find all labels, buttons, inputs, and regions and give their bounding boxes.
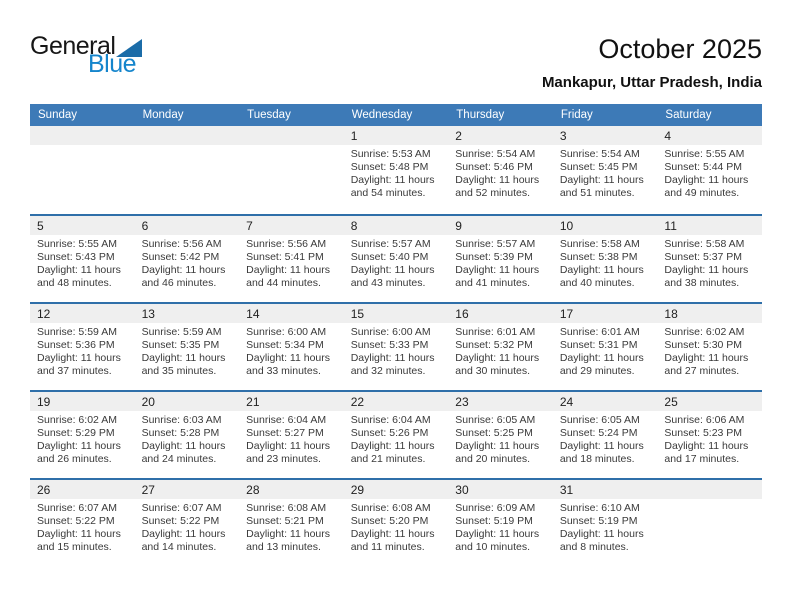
day-daylight-text: Daylight: 11 hours and 8 minutes. bbox=[559, 528, 644, 553]
day-sunset-text: Sunset: 5:31 PM bbox=[559, 339, 638, 351]
day-daylight-text: Daylight: 11 hours and 24 minutes. bbox=[141, 440, 226, 465]
day-number: 1 bbox=[350, 128, 358, 143]
day-number: 7 bbox=[246, 218, 253, 233]
day-sunset-text: Sunset: 5:38 PM bbox=[559, 251, 638, 263]
weekday-header-wednesday: Wednesday bbox=[351, 109, 413, 121]
day-cell bbox=[239, 326, 344, 378]
day-sunset-text: Sunset: 5:28 PM bbox=[141, 427, 220, 439]
day-sunrise-text: Sunrise: 5:55 AM bbox=[37, 238, 117, 250]
week-content bbox=[30, 323, 762, 378]
day-daylight-text: Daylight: 11 hours and 43 minutes. bbox=[350, 264, 435, 289]
empty-day-cell bbox=[30, 148, 135, 200]
day-number-band bbox=[30, 480, 762, 499]
day-number: 12 bbox=[37, 306, 51, 321]
page-header bbox=[30, 34, 762, 91]
day-sunset-text: Sunset: 5:19 PM bbox=[455, 515, 533, 527]
day-sunrise-text: Sunrise: 6:08 AM bbox=[350, 502, 431, 514]
day-number bbox=[135, 126, 240, 145]
day-cell bbox=[657, 238, 762, 290]
day-number: 3 bbox=[559, 128, 567, 143]
day-sunrise-text: Sunrise: 5:59 AM bbox=[141, 326, 222, 338]
day-cell bbox=[657, 326, 762, 378]
day-cell bbox=[344, 326, 449, 378]
day-sunrise-text: Sunrise: 6:08 AM bbox=[246, 502, 327, 514]
day-cell bbox=[135, 326, 240, 378]
day-sunset-text: Sunset: 5:39 PM bbox=[455, 251, 533, 263]
day-daylight-text: Daylight: 11 hours and 20 minutes. bbox=[455, 440, 540, 465]
day-daylight-text: Daylight: 11 hours and 23 minutes. bbox=[246, 440, 330, 465]
logo-text-blue: Blue bbox=[88, 50, 137, 78]
day-number: 20 bbox=[141, 394, 155, 409]
day-sunset-text: Sunset: 5:25 PM bbox=[455, 427, 533, 439]
day-number-band bbox=[30, 392, 762, 411]
day-sunset-text: Sunset: 5:45 PM bbox=[559, 161, 638, 173]
day-sunset-text: Sunset: 5:37 PM bbox=[664, 251, 743, 263]
day-daylight-text: Daylight: 11 hours and 37 minutes. bbox=[37, 352, 121, 377]
day-sunrise-text: Sunrise: 6:00 AM bbox=[350, 326, 431, 338]
day-cell bbox=[553, 326, 658, 378]
day-daylight-text: Daylight: 11 hours and 54 minutes. bbox=[350, 174, 435, 199]
calendar-weeks bbox=[30, 126, 762, 566]
day-sunrise-text: Sunrise: 6:05 AM bbox=[559, 414, 640, 426]
day-sunrise-text: Sunrise: 5:53 AM bbox=[350, 148, 431, 160]
day-sunset-text: Sunset: 5:23 PM bbox=[664, 427, 743, 439]
day-cell bbox=[239, 238, 344, 290]
week-row-4 bbox=[30, 390, 762, 478]
day-cell bbox=[657, 148, 762, 200]
week-row-5 bbox=[30, 478, 762, 566]
day-daylight-text: Daylight: 11 hours and 38 minutes. bbox=[664, 264, 749, 289]
day-sunrise-text: Sunrise: 6:10 AM bbox=[559, 502, 640, 514]
day-cell bbox=[30, 502, 135, 554]
day-sunrise-text: Sunrise: 6:05 AM bbox=[455, 414, 536, 426]
day-sunset-text: Sunset: 5:41 PM bbox=[246, 251, 324, 263]
day-sunrise-text: Sunrise: 6:04 AM bbox=[350, 414, 431, 426]
day-sunset-text: Sunset: 5:22 PM bbox=[141, 515, 220, 527]
day-sunrise-text: Sunrise: 6:00 AM bbox=[246, 326, 327, 338]
day-sunset-text: Sunset: 5:33 PM bbox=[350, 339, 429, 351]
day-number: 26 bbox=[37, 482, 51, 497]
day-number: 5 bbox=[37, 218, 44, 233]
week-row-1 bbox=[30, 126, 762, 214]
day-sunrise-text: Sunrise: 6:02 AM bbox=[664, 326, 745, 338]
day-sunset-text: Sunset: 5:36 PM bbox=[37, 339, 115, 351]
day-number bbox=[239, 126, 344, 145]
day-cell bbox=[239, 502, 344, 554]
week-content bbox=[30, 235, 762, 290]
day-number: 19 bbox=[37, 394, 51, 409]
day-sunrise-text: Sunrise: 6:01 AM bbox=[559, 326, 640, 338]
week-content bbox=[30, 499, 762, 554]
day-daylight-text: Daylight: 11 hours and 33 minutes. bbox=[246, 352, 330, 377]
day-cell bbox=[448, 414, 553, 466]
day-sunset-text: Sunset: 5:21 PM bbox=[246, 515, 324, 527]
week-row-3 bbox=[30, 302, 762, 390]
title-block bbox=[542, 34, 762, 91]
day-daylight-text: Daylight: 11 hours and 49 minutes. bbox=[664, 174, 749, 199]
day-sunset-text: Sunset: 5:30 PM bbox=[664, 339, 743, 351]
day-sunrise-text: Sunrise: 6:06 AM bbox=[664, 414, 745, 426]
day-number: 28 bbox=[246, 482, 260, 497]
day-cell bbox=[448, 148, 553, 200]
day-sunrise-text: Sunrise: 6:01 AM bbox=[455, 326, 536, 338]
weekday-header-tuesday: Tuesday bbox=[247, 109, 291, 121]
day-sunset-text: Sunset: 5:48 PM bbox=[350, 161, 429, 173]
day-sunrise-text: Sunrise: 6:09 AM bbox=[455, 502, 536, 514]
day-daylight-text: Daylight: 11 hours and 13 minutes. bbox=[246, 528, 330, 553]
day-number: 25 bbox=[664, 394, 678, 409]
day-sunrise-text: Sunrise: 6:03 AM bbox=[141, 414, 222, 426]
weekday-header-thursday: Thursday bbox=[456, 109, 505, 121]
day-daylight-text: Daylight: 11 hours and 17 minutes. bbox=[664, 440, 749, 465]
day-number bbox=[657, 480, 762, 499]
day-cell bbox=[30, 238, 135, 290]
day-sunset-text: Sunset: 5:32 PM bbox=[455, 339, 533, 351]
day-number: 8 bbox=[350, 218, 358, 233]
day-number: 23 bbox=[455, 394, 469, 409]
day-number: 15 bbox=[350, 306, 365, 321]
day-number: 17 bbox=[559, 306, 574, 321]
logo-text-general: General bbox=[30, 32, 116, 60]
day-number: 9 bbox=[455, 218, 462, 233]
day-daylight-text: Daylight: 11 hours and 48 minutes. bbox=[37, 264, 121, 289]
day-number: 31 bbox=[559, 482, 574, 497]
day-number: 21 bbox=[246, 394, 260, 409]
day-sunrise-text: Sunrise: 6:04 AM bbox=[246, 414, 327, 426]
empty-day-cell bbox=[657, 502, 762, 554]
day-number: 18 bbox=[664, 306, 678, 321]
week-content bbox=[30, 411, 762, 466]
weekday-header-friday: Friday bbox=[560, 109, 593, 121]
day-cell bbox=[448, 502, 553, 554]
day-sunrise-text: Sunrise: 6:02 AM bbox=[37, 414, 117, 426]
day-daylight-text: Daylight: 11 hours and 41 minutes. bbox=[455, 264, 540, 289]
week-row-2 bbox=[30, 214, 762, 302]
day-sunset-text: Sunset: 5:29 PM bbox=[37, 427, 115, 439]
day-daylight-text: Daylight: 11 hours and 11 minutes. bbox=[350, 528, 435, 553]
day-cell bbox=[448, 238, 553, 290]
day-sunset-text: Sunset: 5:46 PM bbox=[455, 161, 533, 173]
day-cell bbox=[344, 414, 449, 466]
weekday-header-monday: Monday bbox=[142, 109, 184, 121]
day-number: 14 bbox=[246, 306, 260, 321]
day-daylight-text: Daylight: 11 hours and 44 minutes. bbox=[246, 264, 330, 289]
general-blue-logo bbox=[30, 34, 142, 77]
day-cell bbox=[553, 414, 658, 466]
day-cell bbox=[135, 502, 240, 554]
day-number: 29 bbox=[350, 482, 365, 497]
day-number: 22 bbox=[350, 394, 365, 409]
day-daylight-text: Daylight: 11 hours and 46 minutes. bbox=[141, 264, 226, 289]
empty-day-cell bbox=[239, 148, 344, 200]
day-cell bbox=[135, 414, 240, 466]
day-cell bbox=[657, 414, 762, 466]
day-sunset-text: Sunset: 5:27 PM bbox=[246, 427, 324, 439]
calendar bbox=[30, 104, 762, 566]
day-number: 24 bbox=[559, 394, 574, 409]
day-daylight-text: Daylight: 11 hours and 14 minutes. bbox=[141, 528, 226, 553]
day-sunrise-text: Sunrise: 5:54 AM bbox=[559, 148, 640, 160]
day-daylight-text: Daylight: 11 hours and 15 minutes. bbox=[37, 528, 121, 553]
day-daylight-text: Daylight: 11 hours and 35 minutes. bbox=[141, 352, 226, 377]
day-sunrise-text: Sunrise: 5:56 AM bbox=[141, 238, 222, 250]
day-sunrise-text: Sunrise: 5:58 AM bbox=[559, 238, 640, 250]
day-number: 10 bbox=[559, 218, 574, 233]
day-sunset-text: Sunset: 5:19 PM bbox=[559, 515, 638, 527]
day-cell bbox=[344, 238, 449, 290]
day-cell bbox=[553, 148, 658, 200]
day-number: 13 bbox=[141, 306, 155, 321]
day-number: 11 bbox=[664, 218, 677, 233]
day-sunset-text: Sunset: 5:44 PM bbox=[664, 161, 743, 173]
day-daylight-text: Daylight: 11 hours and 29 minutes. bbox=[559, 352, 644, 377]
day-sunset-text: Sunset: 5:24 PM bbox=[559, 427, 638, 439]
day-number: 27 bbox=[141, 482, 155, 497]
day-cell bbox=[30, 326, 135, 378]
day-cell bbox=[448, 326, 553, 378]
day-sunrise-text: Sunrise: 5:58 AM bbox=[664, 238, 745, 250]
day-cell bbox=[135, 238, 240, 290]
day-sunrise-text: Sunrise: 5:56 AM bbox=[246, 238, 327, 250]
day-cell bbox=[30, 414, 135, 466]
day-sunrise-text: Sunrise: 6:07 AM bbox=[141, 502, 222, 514]
day-cell bbox=[553, 502, 658, 554]
empty-day-cell bbox=[135, 148, 240, 200]
day-sunrise-text: Sunrise: 5:57 AM bbox=[455, 238, 536, 250]
day-daylight-text: Daylight: 11 hours and 52 minutes. bbox=[455, 174, 540, 199]
day-daylight-text: Daylight: 11 hours and 30 minutes. bbox=[455, 352, 540, 377]
day-sunrise-text: Sunrise: 6:07 AM bbox=[37, 502, 117, 514]
day-daylight-text: Daylight: 11 hours and 10 minutes. bbox=[455, 528, 540, 553]
page-subtitle: Mankapur, Uttar Pradesh, India bbox=[541, 74, 762, 91]
day-daylight-text: Daylight: 11 hours and 21 minutes. bbox=[350, 440, 435, 465]
day-sunset-text: Sunset: 5:43 PM bbox=[37, 251, 115, 263]
day-sunrise-text: Sunrise: 5:54 AM bbox=[455, 148, 536, 160]
day-sunrise-text: Sunrise: 5:57 AM bbox=[350, 238, 431, 250]
day-cell bbox=[344, 148, 449, 200]
day-sunrise-text: Sunrise: 5:59 AM bbox=[37, 326, 117, 338]
day-number-band bbox=[30, 126, 762, 145]
day-daylight-text: Daylight: 11 hours and 26 minutes. bbox=[37, 440, 121, 465]
day-number: 2 bbox=[455, 128, 462, 143]
day-cell bbox=[553, 238, 658, 290]
day-sunset-text: Sunset: 5:42 PM bbox=[141, 251, 220, 263]
day-sunset-text: Sunset: 5:40 PM bbox=[350, 251, 429, 263]
day-sunrise-text: Sunrise: 5:55 AM bbox=[664, 148, 745, 160]
page-title: October 2025 bbox=[598, 34, 762, 64]
day-number: 4 bbox=[664, 128, 672, 143]
day-number: 30 bbox=[455, 482, 469, 497]
day-number: 16 bbox=[455, 306, 469, 321]
week-content bbox=[30, 145, 762, 200]
weekday-header-sunday: Sunday bbox=[38, 109, 78, 121]
day-daylight-text: Daylight: 11 hours and 18 minutes. bbox=[559, 440, 644, 465]
day-sunset-text: Sunset: 5:26 PM bbox=[350, 427, 429, 439]
day-sunset-text: Sunset: 5:34 PM bbox=[246, 339, 324, 351]
day-cell bbox=[344, 502, 449, 554]
day-daylight-text: Daylight: 11 hours and 51 minutes. bbox=[559, 174, 644, 199]
day-sunset-text: Sunset: 5:22 PM bbox=[37, 515, 115, 527]
weekday-header-saturday: Saturday bbox=[665, 109, 712, 121]
day-sunset-text: Sunset: 5:35 PM bbox=[141, 339, 220, 351]
day-cell bbox=[239, 414, 344, 466]
weekday-header-row bbox=[30, 104, 762, 126]
day-daylight-text: Daylight: 11 hours and 32 minutes. bbox=[350, 352, 435, 377]
day-number: 6 bbox=[141, 218, 149, 233]
day-sunset-text: Sunset: 5:20 PM bbox=[350, 515, 429, 527]
day-daylight-text: Daylight: 11 hours and 40 minutes. bbox=[559, 264, 644, 289]
day-daylight-text: Daylight: 11 hours and 27 minutes. bbox=[664, 352, 749, 377]
day-number bbox=[30, 126, 135, 145]
day-number-band bbox=[30, 304, 762, 323]
day-number-band bbox=[30, 216, 762, 235]
